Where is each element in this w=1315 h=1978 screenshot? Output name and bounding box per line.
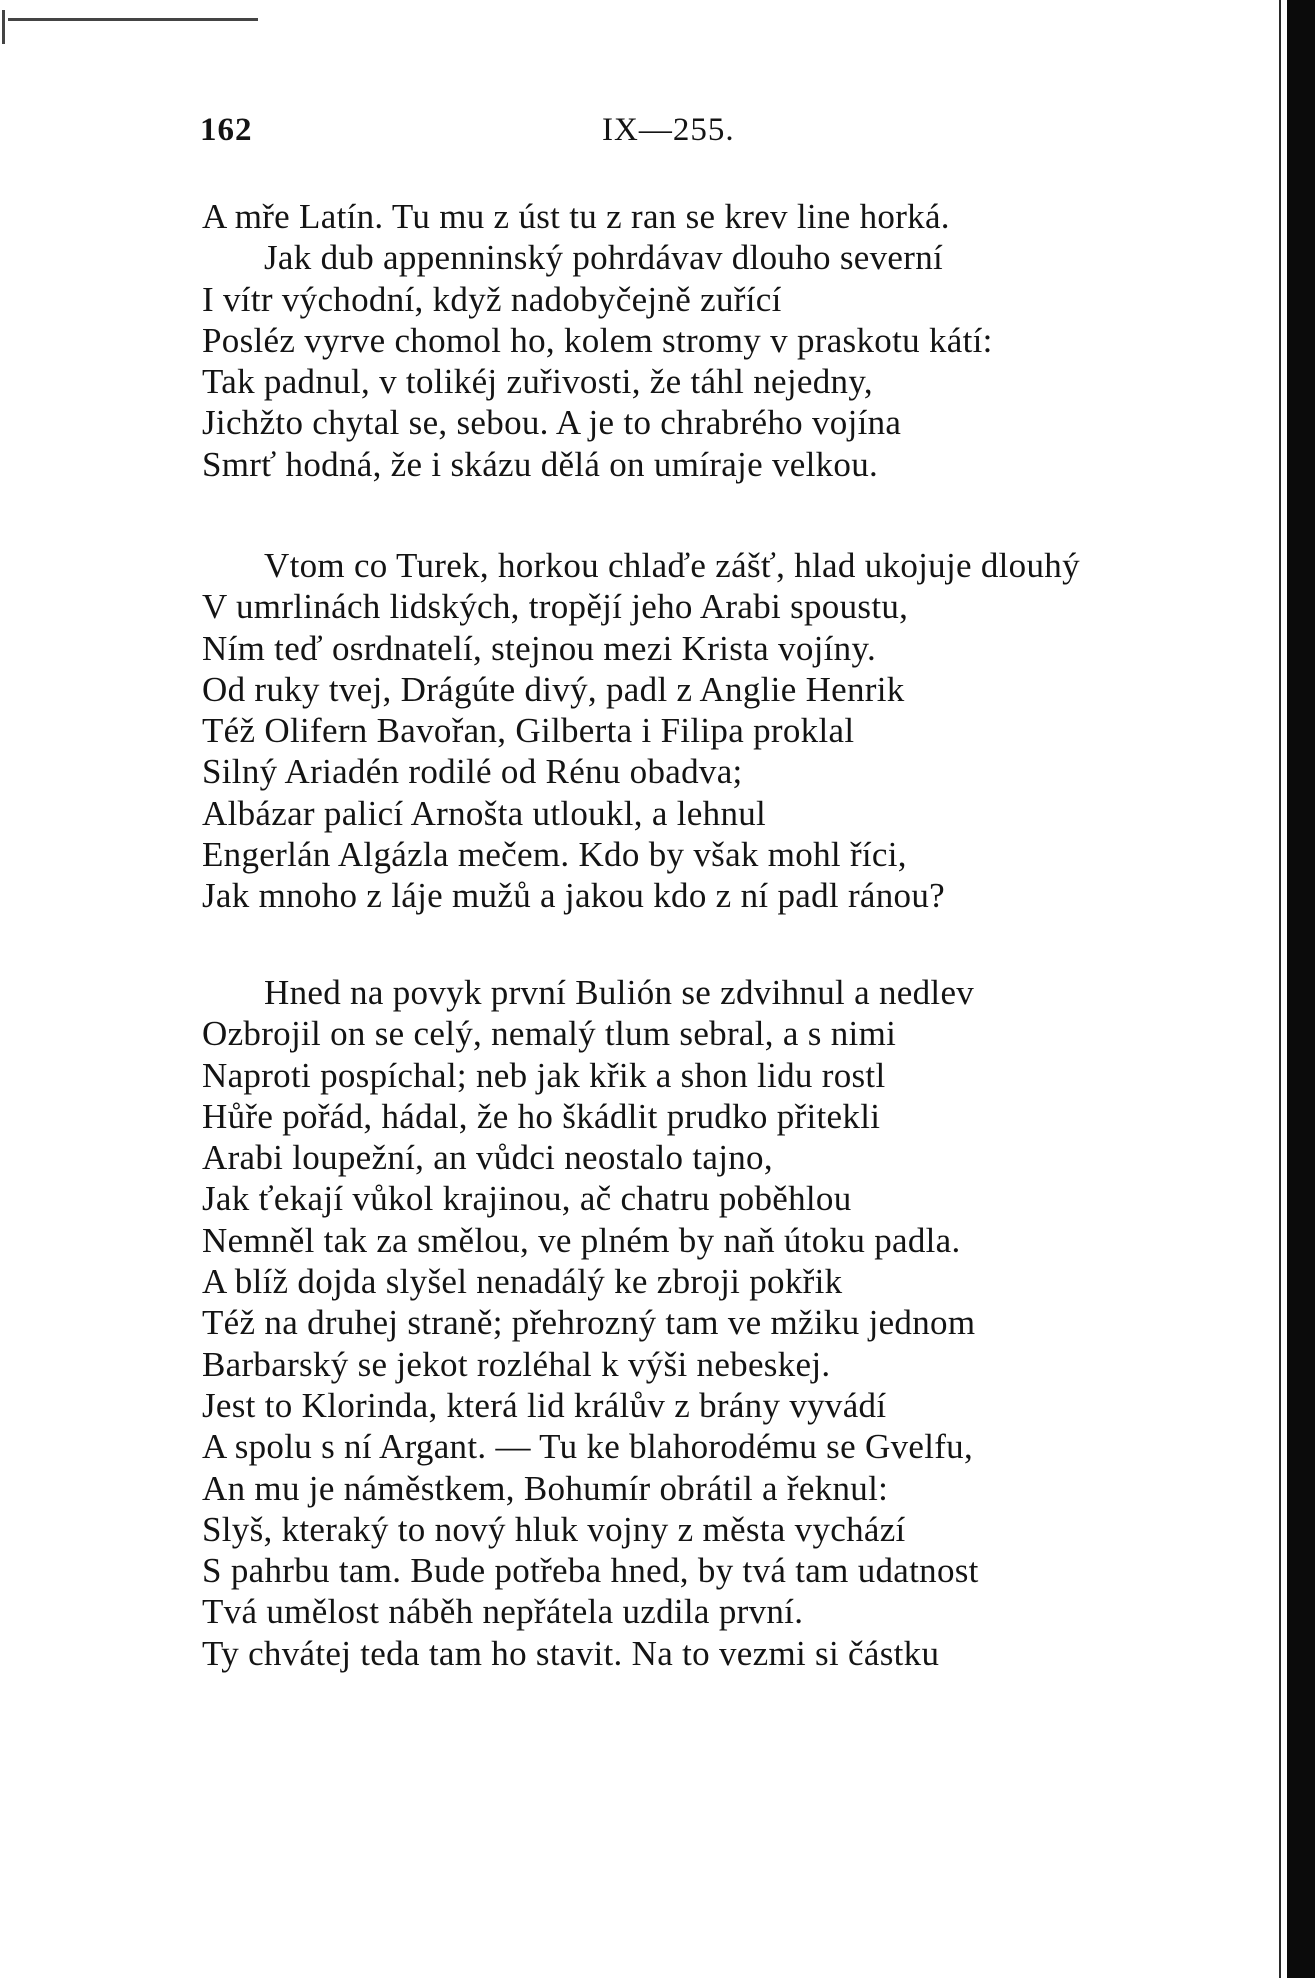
page-corner-mark [2,10,5,44]
verse-line: A blíž dojda slyšel nenadálý ke zbroji pokřik [202,1262,843,1302]
verse-line: Albázar palicí Arnošta utloukl, a lehnul [202,793,767,833]
verse-line: Tvá umělost náběh nepřátela uzdila první. [202,1592,804,1632]
verse-line: Barbarský se jekot rozléhal k výši nebeskej. [202,1344,831,1384]
verse-line: Hned na povyk první Bulión se zdvihnul a nedlev [264,973,975,1012]
verse-line: Slyš, kteraký to nový hluk vojny z města vychází [202,1509,906,1549]
page-number: 162 [200,112,253,148]
verse-line: A spolu s ní Argant. — Tu ke blahorodému se Gvelfu, [202,1427,974,1467]
section-reference: IX—255. [602,112,735,148]
page-top-rule [8,18,258,21]
verse-line: S pahrbu tam. Bude potřeba hned, by tvá tam udatnost [202,1551,979,1591]
verse-line: Jak ťekají vůkol krajinou, ač chatru poběhlou [202,1179,852,1219]
verse-line: Od ruky tvej, Drágúte divý, padl z Anglie Henrik [202,669,905,709]
verse-line: Jichžto chytal se, sebou. A je to chrabrého vojína [202,403,902,443]
verse-line: Ty chvátej teda tam ho stavit. Na to vezmi si částku [202,1633,940,1673]
verse-line: Ním teď osrdnatelí, stejnou mezi Krista vojíny. [202,628,877,668]
verse-line: Jak dub appenninský pohrdávav dlouho severní [264,238,944,278]
stanza-3 [202,972,1202,1674]
verse-line: Vtom co Turek, horkou chlaďe zášť, hlad ukojuje dlouhý [264,546,1080,585]
verse-line: Naproti pospíchal; neb jak křik a shon lidu rostl [202,1055,886,1095]
verse-line: Též na druhej straně; přehrozný tam ve mžiku jednom [202,1303,976,1343]
verse-line: Engerlán Algázla mečem. Kdo by však mohl říci, [202,835,907,875]
verse-line: V umrlinách lidských, tropějí jeho Arabi spoustu, [202,587,909,627]
verse-line: Též Olifern Bavořan, Gilberta i Filipa proklal [202,711,855,751]
verse-line: Ozbrojil on se celý, nemalý tlum sebral, a s nimi [202,1014,897,1054]
verse-line: A mře Latín. Tu mu z úst tu z ran se krev line horká. [202,197,950,236]
verse-line: Arabi loupežní, an vůdci neostalo tajno, [202,1138,773,1178]
verse-line: Jak mnoho z láje mužů a jakou kdo z ní padl ránou? [202,876,945,916]
verse-line: I vítr východní, když nadobyčejně zuřící [202,279,782,319]
page-edge-line [1279,0,1281,1978]
stanza-1 [202,196,1202,485]
verse-line: Tak padnul, v tolikéj zuřivosti, že táhl nejedny, [202,362,873,402]
verse-line: Hůře pořád, hádal, že ho škádlit prudko přitekli [202,1096,881,1136]
verse-line: Jest to Klorinda, která lid králův z brány vyvádí [202,1385,887,1425]
stanza-2 [202,545,1202,917]
page-header [200,112,800,156]
verse-line: Smrť hodná, že i skázu dělá on umíraje velkou. [202,444,879,484]
page-edge-shadow [1287,0,1315,1978]
verse-line: Nemněl tak za smělou, ve plném by naň útoku padla. [202,1220,961,1260]
verse-line: Silný Ariadén rodilé od Rénu obadva; [202,752,743,792]
verse-line: Posléz vyrve chomol ho, kolem stromy v praskotu kátí: [202,320,993,360]
verse-line: An mu je náměstkem, Bohumír obrátil a řeknul: [202,1468,889,1508]
